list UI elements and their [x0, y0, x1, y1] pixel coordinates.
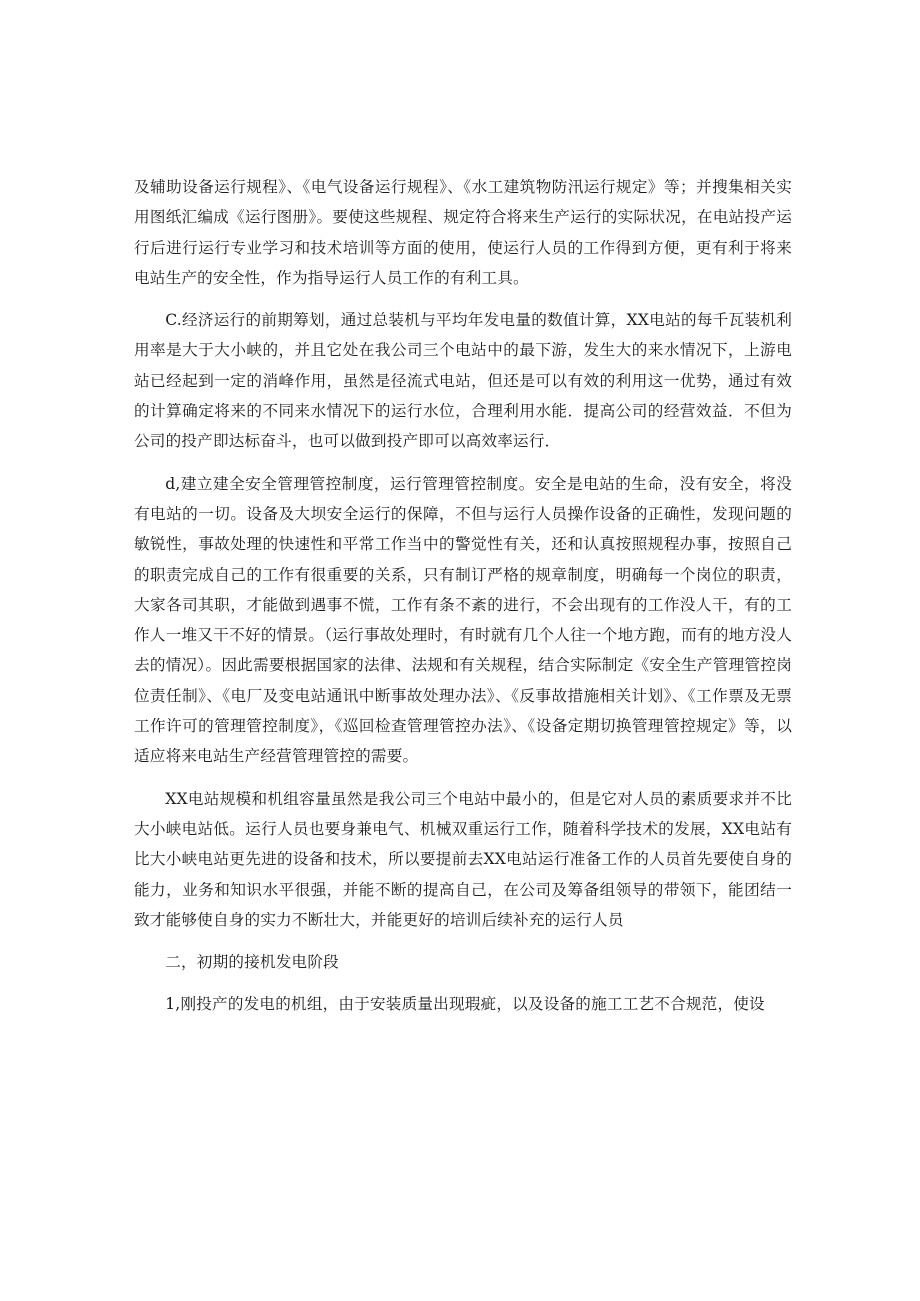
document-body: [134, 172, 792, 1032]
paragraph-staff-quality: XX电站规模和机组容量虽然是我公司三个电站中最小的，但是它对人员的素质要求并不比大小峡电站低。运行人员也要身兼电气、机械双重运行工作，随着科学技术的发展，XX电站有比大小峡电站更先进的设备和技术，所以要提前去XX电站运行准备工作的人员首先要使自身的能力，业务和知识水平很强，并能不断的提高自己，在公司及筹备组领导的带领下，能团结一致才能够使自身的实力不断壮大，并能更好的培训后续补充的运行人员: [134, 789, 792, 929]
paragraph-economic-operation: C.经济运行的前期筹划，通过总装机与平均年发电量的数值计算，XX电站的每千瓦装机利用率是大于大小峡的，并且它处在我公司三个电站中的最下游，发生大的来水情况下，上游电站已经起到一定的消峰作用，虽然是径流式电站，但还是可以有效的利用这一优势，通过有效的计算确定将来的不同来水情况下的运行水位，合理利用水能．提高公司的经营效益．不但为公司的投产即达标奋斗，也可以做到投产即可以高效率运行．: [134, 311, 792, 451]
paragraph-initial-generation: 1,刚投产的发电的机组，由于安装质量出现瑕疵，以及设备的施工工艺不合规范，使设: [165, 995, 765, 1014]
paragraph-continued: 及辅助设备运行规程》、《电气设备运行规程》、《水工建筑物防汛运行规定》等；并搜集相关实用图纸汇编成《运行图册》。要使这些规程、规定符合将来生产运行的实际状况，在电站投产运行后进行运行专业学习和技术培训等方面的使用，使运行人员的工作得到方便，更有利于将来电站生产的安全性，作为指导运行人员工作的有利工具。: [134, 178, 792, 287]
paragraph-safety-management: d,建立建全安全管理管控制度，运行管理管控制度。安全是电站的生命，没有安全，将没有电站的一切。设备及大坝安全运行的保障，不但与运行人员操作设备的正确性，发现问题的敏锐性，事故处理的快速性和平常工作当中的警觉性有关，还和认真按照规程办事，按照自己的职责完成自己的工作有很重要的关系，只有制订严格的规章制度，明确每一个岗位的职责，大家各司其职，才能做到遇事不慌，工作有条不紊的进行，不会出现有的工作没人干，有的工作人一堆又干不好的情景。（运行事故处理时，有时就有几个人往一个地方跑，而有的地方没人去的情况）。因此需要根据国家的法律、法规和有关规程，结合实际制定《安全生产管理管控岗位责任制》、《电厂及变电站通讯中断事故处理办法》、《反事故措施相关计划》、《工作票及无票工作许可的管理管控制度》，《巡回检查管理管控办法》、《设备定期切换管理管控规定》等，以适应将来电站生产经营管理管控的需要。: [134, 474, 792, 766]
section-heading: 二，初期的接机发电阶段: [165, 953, 339, 972]
